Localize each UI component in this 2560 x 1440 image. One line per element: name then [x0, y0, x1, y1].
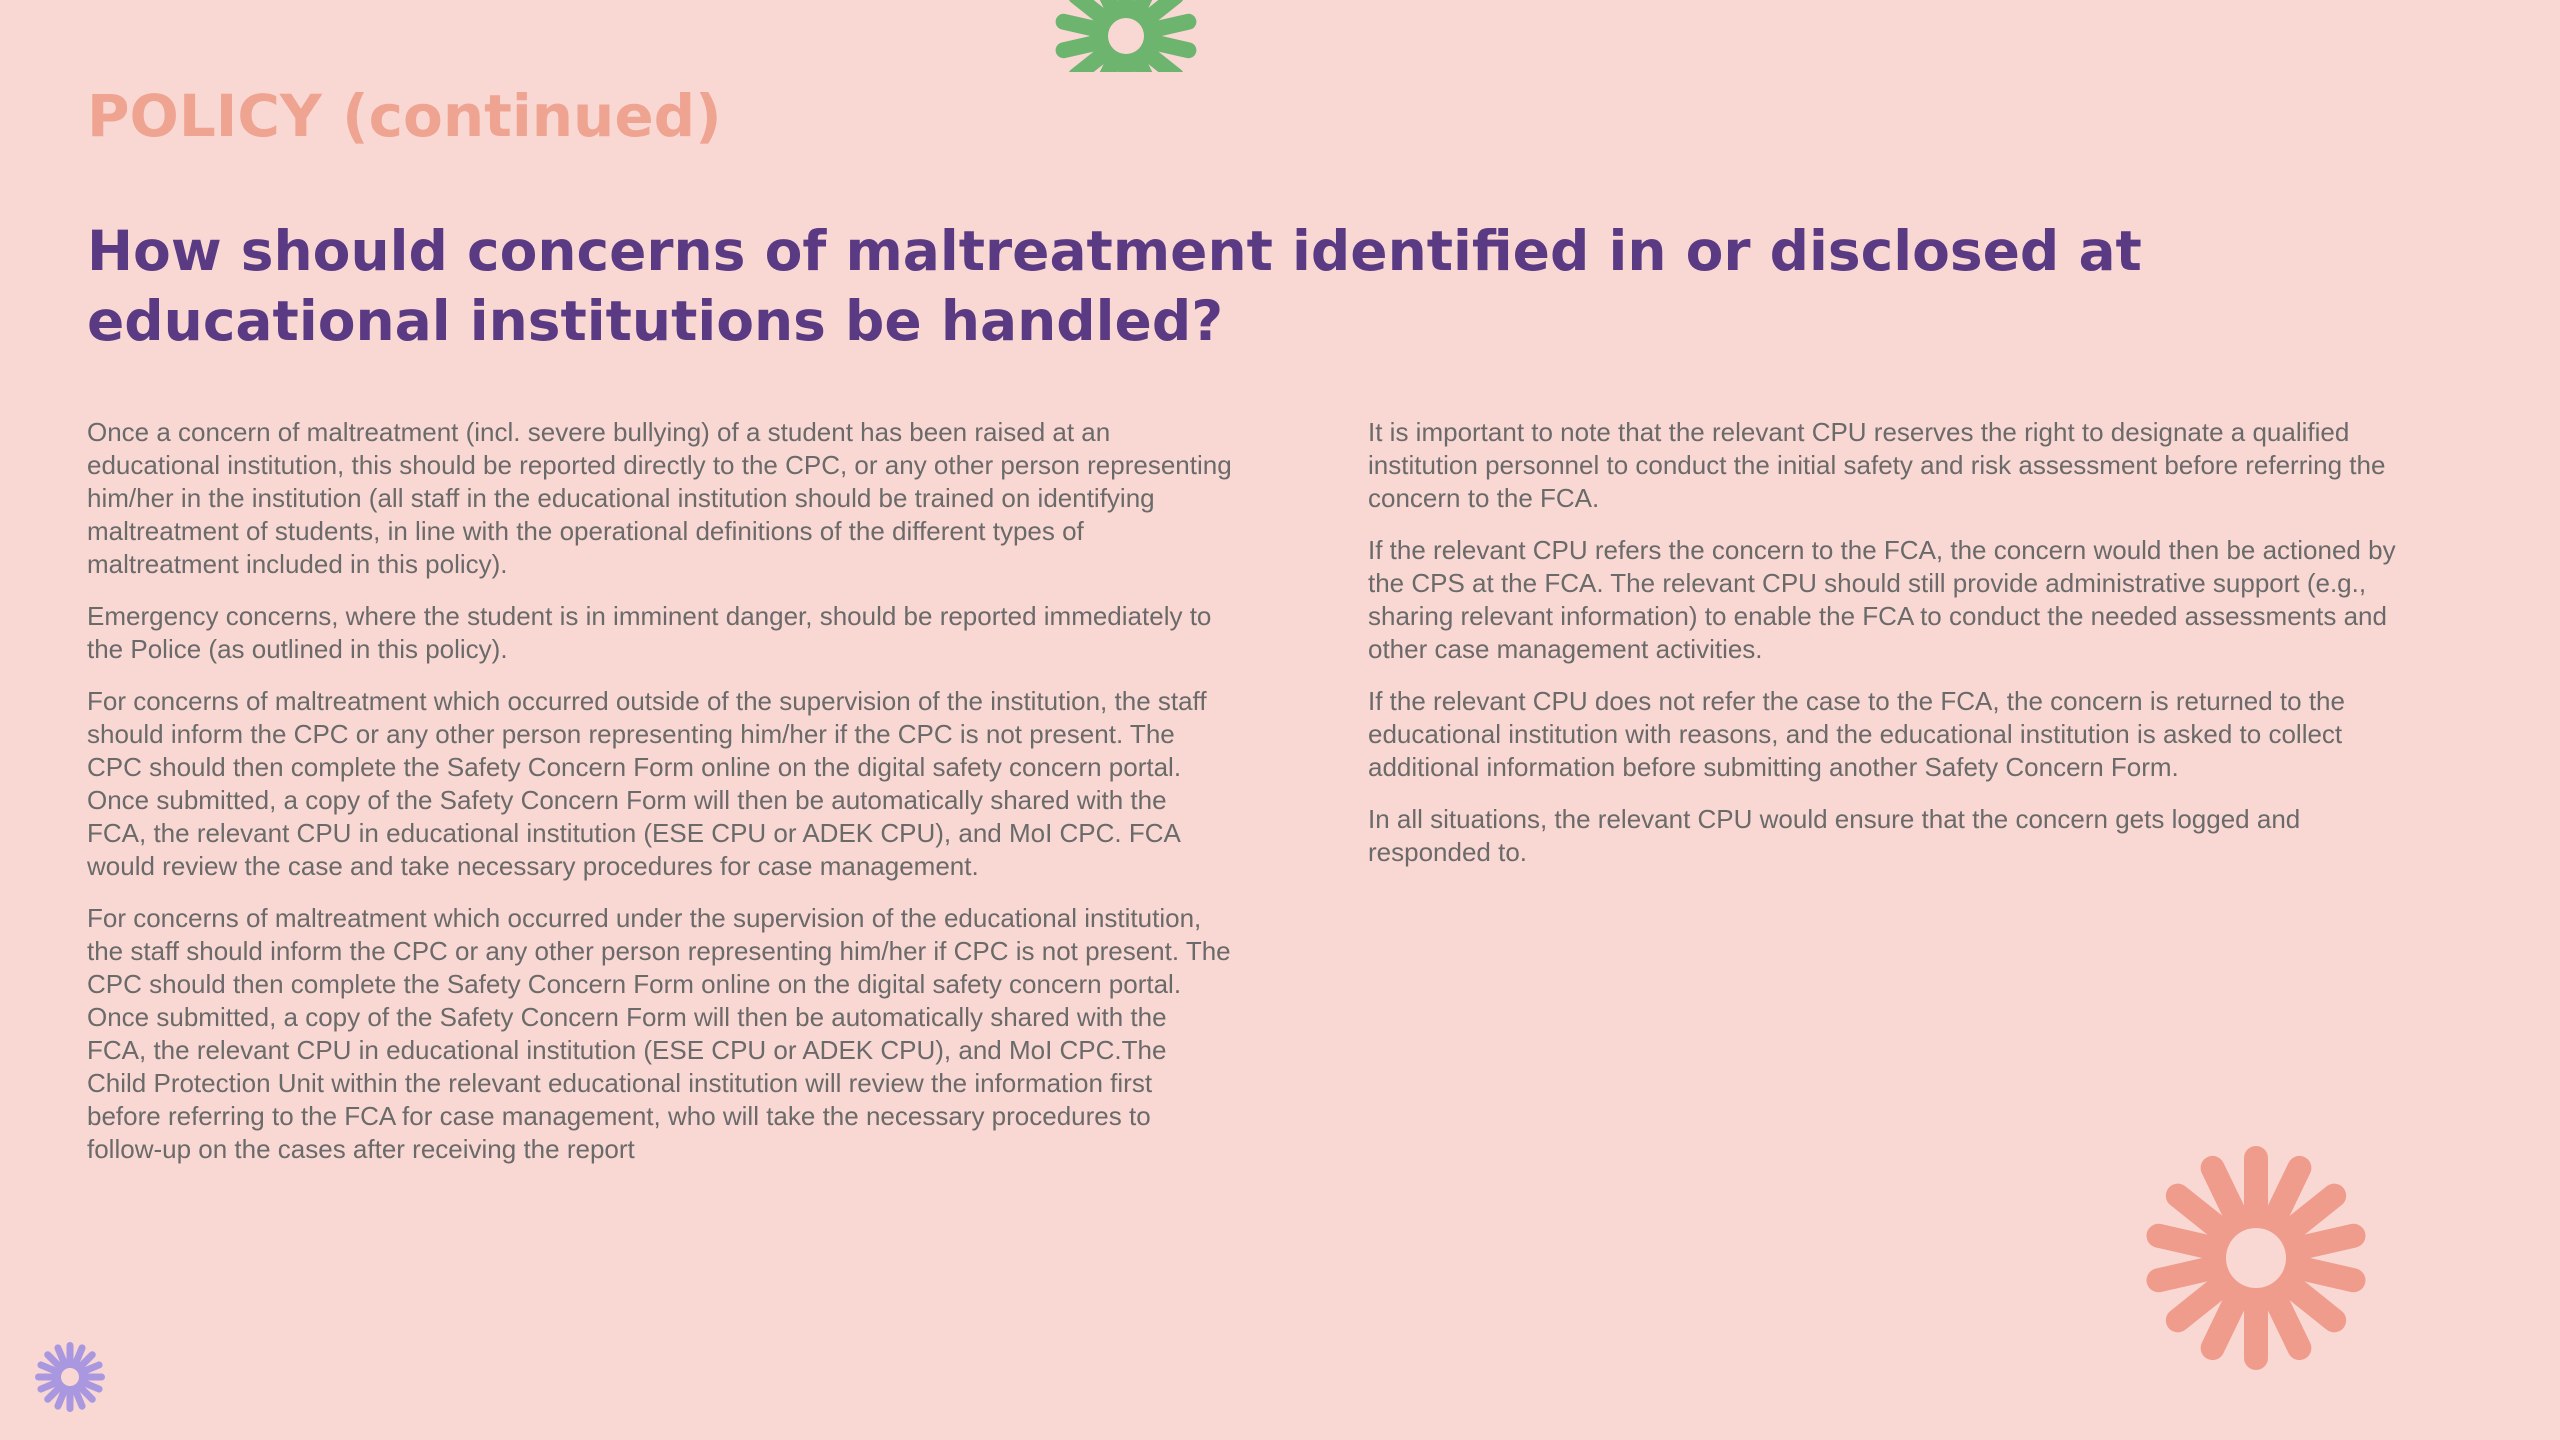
right-paragraph-1: It is important to note that the relevant CPU reserves the right to designate a qualified institution personnel to conduct the initial safety and risk assessment before referring the concern to the FCA. — [1368, 417, 2386, 513]
slide-heading: How should concerns of maltreatment identified in or disclosed at educational institutions be handled? — [87, 219, 2142, 353]
right-paragraph-2: If the relevant CPU refers the concern to the FCA, the concern would then be actioned by the CPS at the FCA. The relevant CPU should still provide administrative support (e.g., sharing relevant information) to enable the FCA to conduct the needed assessments and other case management activities. — [1368, 535, 2396, 664]
right-column — [1368, 416, 2428, 888]
flower-icon-top — [1050, 0, 1202, 72]
left-paragraph-1: Once a concern of maltreatment (incl. severe bullying) of a student has been raised at an educational institution, this should be reported directly to the CPC, or any other person representing him/her in the institution (all staff in the educational institution should be trained on identifying maltreatment of students, in line with the operational definitions of the different types of maltreatment included in this policy). — [87, 417, 1232, 579]
right-paragraph-3: If the relevant CPU does not refer the case to the FCA, the concern is returned to the educational institution with reasons, and the educational institution is asked to collect additional information before submitting another Safety Concern Form. — [1368, 686, 2345, 782]
flower-icon-bottom-right — [2140, 1142, 2372, 1374]
left-paragraph-4: For concerns of maltreatment which occurred under the supervision of the educational institution, the staff should inform the CPC or any other person representing him/her if CPC is not present. The CPC should then complete the Safety Concern Form online on the digital safety concern portal. Once submitted, a copy of the Safety Concern Form will then be automatically shared with the FCA, the relevant CPU in educational institution (ESE CPU or ADEK CPU), and MoI CPC.The Child Protection Unit within the relevant educational institution will review the information first before referring to the FCA for case management, who will take the necessary procedures to follow-up on the cases after receiving the report — [87, 903, 1231, 1164]
flower-icon-bottom-left — [33, 1340, 107, 1414]
right-paragraph-4: In all situations, the relevant CPU would ensure that the concern gets logged and responded to. — [1368, 804, 2301, 867]
section-kicker: POLICY (continued) — [87, 82, 722, 150]
left-paragraph-2: Emergency concerns, where the student is in imminent danger, should be reported immediately to the Police (as outlined in this policy). — [87, 601, 1212, 664]
left-column — [87, 416, 1232, 1185]
left-paragraph-3: For concerns of maltreatment which occurred outside of the supervision of the institution, the staff should inform the CPC or any other person representing him/her if the CPC is not present. The CPC should then complete the Safety Concern Form online on the digital safety concern portal. Once submitted, a copy of the Safety Concern Form will then be automatically shared with the FCA, the relevant CPU in educational institution (ESE CPU or ADEK CPU), and MoI CPC. FCA would review the case and take necessary procedures for case management. — [87, 686, 1207, 881]
